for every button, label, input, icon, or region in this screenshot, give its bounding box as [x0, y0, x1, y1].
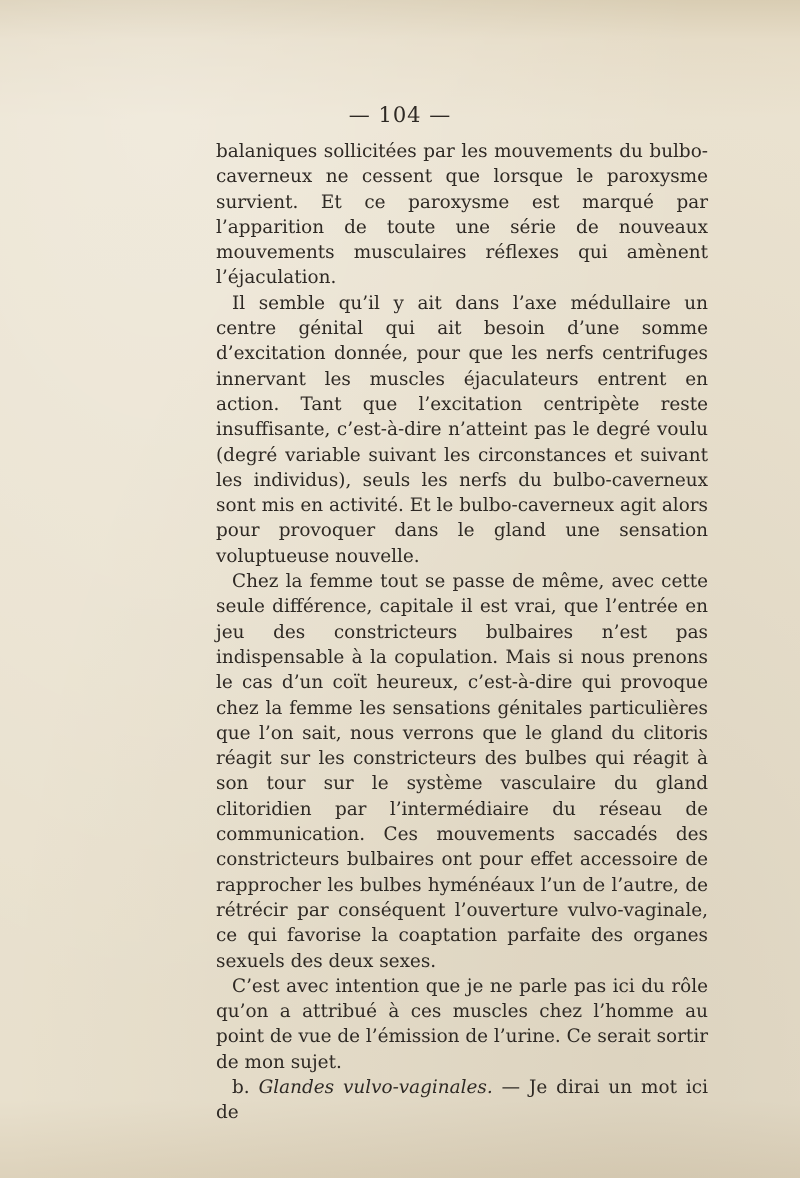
section-heading: Glandes vulvo-vaginales. [258, 1076, 493, 1098]
page-number: — 104 — [348, 103, 452, 127]
paragraph-4: C’est avec intention que je ne parle pas ici du rôle qu’on a attribué à ces muscles chez l’homme au point de vue de l’émission de l’urine. Ce serait sortir de mon sujet. [216, 975, 708, 1073]
paragraph-3: Chez la femme tout se passe de même, avec cette seule différence, capitale il est vrai, que l’entrée en jeu des constricteurs bulbaires n’est pas indispensable à la copulation. Mais si nous prenons le cas d’un coït heureux, c’est-à-dire qui provoque chez la femme les sensations génitales particulières que l’on sait, nous verrons que le gland du clitoris réagit sur les constricteurs des bulbes qui réagit à son tour sur le système vasculaire du gland clitoridien par l’intermédiaire du réseau de communication. Ces mouvements saccadés des constricteurs bulbaires ont pour effet accessoire de rapprocher les bulbes hyménéaux l’un de l’autre, de rétrécir par conséquent l’ouverture vulvo-vaginale, ce qui favorise la coaptation parfaite des organes sexuels des deux sexes. [216, 571, 708, 972]
paragraph-2: Il semble qu’il y ait dans l’axe médullaire un centre génital qui ait besoin d’une somme d’excitation donnée, pour que les nerfs centrifuges innervant les muscles éjaculateurs entrent en action. Tant que l’excitation centripète reste insuffisante, c’est-à-dire n’atteint pas le degré voulu (degré variable suivant les circonstances et suivant les individus), seuls les nerfs du bulbo-caverneux sont mis en activité. Et le bulbo-caverneux agit alors pour provoquer dans le gland une sensation voluptueuse nouvelle. [216, 292, 708, 567]
paragraph-1: balaniques sollicitées par les mouvements du bulbo-caverneux ne cessent que lorsque le paroxysme survient. Et ce paroxysme est marqué par l’apparition de toute une série de nouveaux mouvements musculaires réflexes qui amènent l’éjaculation. [216, 141, 708, 289]
section-paragraph [216, 1075, 708, 1126]
section-letter: b. [232, 1076, 250, 1098]
section-text: — Je dirai un mot ici de [216, 1076, 708, 1124]
body-text [216, 139, 708, 1126]
